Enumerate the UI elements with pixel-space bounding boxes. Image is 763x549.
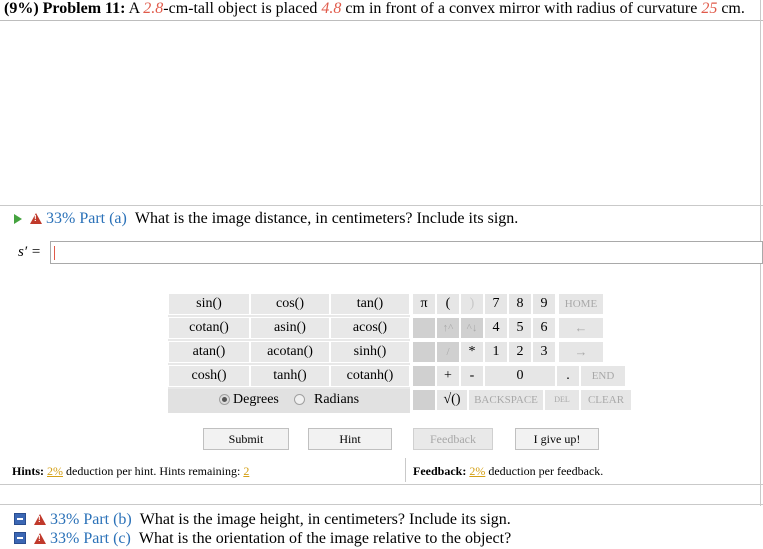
warning-icon [30,213,42,224]
blank-key [412,365,436,387]
divider [0,484,763,485]
multiply-button[interactable]: * [460,341,484,363]
backspace-button[interactable]: BACKSPACE [468,389,544,411]
blank-key [412,317,436,339]
down-arrow-button[interactable]: ^↓ [460,317,484,339]
right-paren-button[interactable]: ) [460,293,484,315]
warning-icon [34,533,46,544]
blank-key [412,389,436,411]
feedback-info: Feedback: 2% deduction per feedback. [413,464,604,478]
acotan-button[interactable]: acotan() [250,341,330,363]
cotanh-button[interactable]: cotanh() [330,365,410,387]
divider [760,0,761,205]
key-4[interactable]: 4 [484,317,508,339]
home-button[interactable]: HOME [558,293,604,315]
acos-button[interactable]: acos() [330,317,410,339]
cos-button[interactable]: cos() [250,293,330,315]
divider [0,205,763,206]
sqrt-button[interactable]: √() [436,389,468,411]
part-a-header[interactable] [14,210,518,228]
answer-input[interactable] [50,241,763,264]
hint-button[interactable]: Hint [308,428,392,450]
radians-label: Radians [314,392,360,407]
part-c-question: What is the orientation of the image relative to the object? [138,530,512,547]
up-arrow-button[interactable]: ↑^ [436,317,460,339]
feedback-button[interactable]: Feedback [413,428,493,450]
key-9[interactable]: 9 [532,293,556,315]
cosh-button[interactable]: cosh() [168,365,250,387]
key-2[interactable]: 2 [508,341,532,363]
text-caret [54,246,55,260]
key-6[interactable]: 6 [532,317,556,339]
problem-number: (9%) Problem 11: [4,0,126,17]
angle-mode-row [168,389,410,413]
part-c-percent: 33% Part (c) [50,530,131,547]
feedback-deduction-link[interactable]: 2% [469,464,486,478]
hints-remaining-count: 2 [243,464,250,478]
clear-button[interactable]: CLEAR [580,389,632,411]
degrees-label: Degrees [233,392,279,407]
key-8[interactable]: 8 [508,293,532,315]
pi-button[interactable]: π [412,293,436,315]
part-c-header[interactable] [14,530,511,548]
degrees-radio[interactable] [219,394,230,405]
part-a-question: What is the image distance, in centimeters? Include its sign. [134,210,519,227]
expand-play-icon[interactable] [14,214,22,224]
left-arrow-button[interactable]: ← [558,317,604,339]
radians-radio[interactable] [294,394,305,405]
part-b-percent: 33% Part (b) [50,511,132,528]
submit-button[interactable]: Submit [203,428,289,450]
blank-key [412,341,436,363]
hints-info: Hints: 2% deduction per hint. Hints remaining: 2 [12,464,250,478]
left-paren-button[interactable]: ( [436,293,460,315]
give-up-button[interactable]: I give up! [515,428,599,450]
decimal-button[interactable]: . [556,365,580,387]
key-1[interactable]: 1 [484,341,508,363]
atan-button[interactable]: atan() [168,341,250,363]
warning-icon [34,514,46,525]
delete-button[interactable]: DEL [544,389,580,411]
divider [405,458,406,482]
tan-button[interactable]: tan() [330,293,410,315]
end-button[interactable]: END [580,365,626,387]
asin-button[interactable]: asin() [250,317,330,339]
object-height-value: 2.8 [143,0,164,17]
sin-button[interactable]: sin() [168,293,250,315]
answer-label: s′ = [18,244,41,260]
key-0[interactable]: 0 [484,365,556,387]
cotan-button[interactable]: cotan() [168,317,250,339]
key-3[interactable]: 3 [532,341,556,363]
radius-value: 25 [701,0,718,17]
key-7[interactable]: 7 [484,293,508,315]
function-keypad [168,293,410,413]
sinh-button[interactable]: sinh() [330,341,410,363]
tanh-button[interactable]: tanh() [250,365,330,387]
plus-button[interactable]: + [436,365,460,387]
problem-statement: (9%) Problem 11: A 2.8-cm-tall object is placed 4.8 cm in front of a convex mirror with radius of curvature 25 cm. [0,0,763,21]
minus-button[interactable]: - [460,365,484,387]
part-b-header[interactable] [14,511,511,529]
key-5[interactable]: 5 [508,317,532,339]
collapse-icon[interactable] [14,513,26,525]
divider [0,504,763,505]
numeric-keypad [412,293,634,413]
part-b-question: What is the image height, in centimeters? Include its sign. [139,511,511,528]
hint-deduction-link[interactable]: 2% [47,464,64,478]
object-distance-value: 4.8 [321,0,342,17]
part-a-percent: 33% Part (a) [46,210,127,227]
collapse-icon[interactable] [14,532,26,544]
right-arrow-button[interactable]: → [558,341,604,363]
divide-button[interactable]: / [436,341,460,363]
